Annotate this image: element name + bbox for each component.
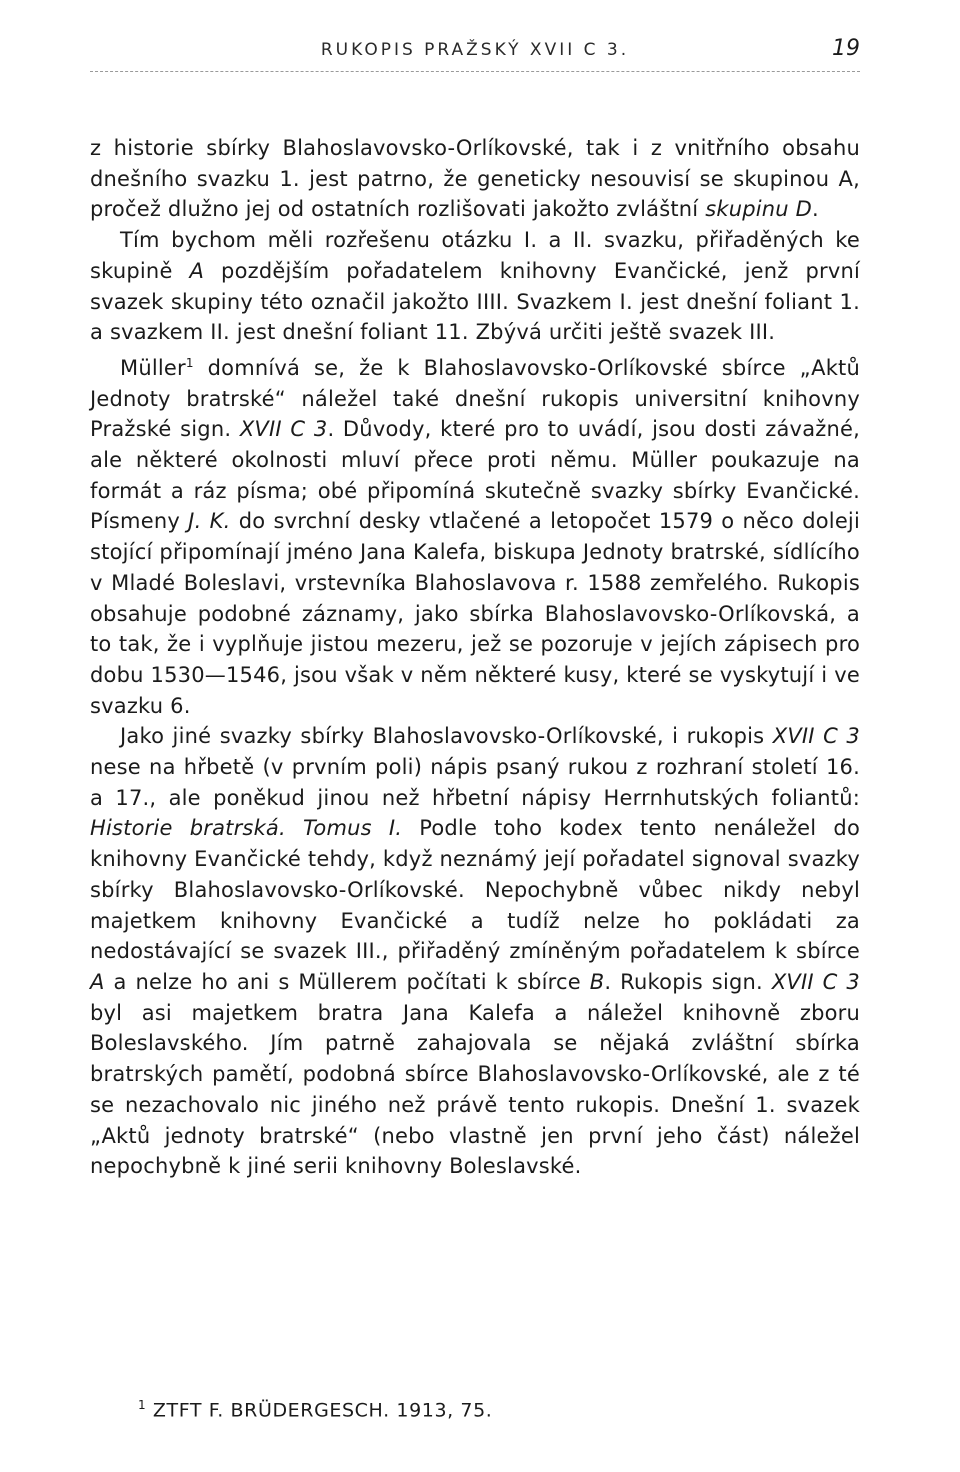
emphasis-text: B [589,969,605,994]
emphasis-text: XVII C 3 [239,417,328,442]
text-run: do svrchní desky vtlačené a letopočet 1579 o něco doleji stojící připomínají jméno Jana Kalefa, biskupa Jednoty bratrské, sídlícího v Mladé Boleslavi, vrstevníka Blahoslavova r. 1588 zemřelého. Rukopis obsahuje podobné záznamy, jako sbírka Blahoslavovsko-Orlíkovská, a to tak, že i vyplňuje jistou mezeru, jež se pozoruje v jejích zápisech pro dobu 1530—1546, jsou však v něm některé kusy, které se vyskytují i ve svazku 6. [90,509,861,718]
text-run: . Rukopis sign. [604,969,772,994]
emphasis-text: XVII C 3 [772,724,860,749]
paragraph-1 [90,133,860,225]
text-run: pozdějším pořadatelem knihovny Evančické, jenž první svazek skupiny této označil jakožto IIII. Svazkem I. jest dnešní foliant 1. a svazkem II. jest dnešní foliant 11. Zbývá určiti ještě svazek III. [90,258,860,345]
text-run: z historie sbírky Blahoslavovsko-Orlíkovské, tak i z vnitřního obsahu dnešního svazku 1. jest patrno, že geneticky nesouvisí se skupinou A, pročež dlužno jej od ostatních rozlišovati jakožto zvláštní [90,136,860,222]
body-text [90,133,860,1182]
text-run: a nelze ho ani s Müllerem počítati k sbírce [104,969,590,994]
text-run: . [812,197,819,222]
running-header [90,36,860,72]
footnote-reference: 1 [185,355,194,370]
emphasis-text: XVII C 3 [771,969,860,994]
text-run: Jako jiné svazky sbírky Blahoslavovsko-Orlíkovské, i rukopis [120,724,773,749]
running-title: RUKOPIS PRAŽSKÝ XVII C 3. [320,40,630,60]
text-run: Podle toho kodex tento nenáležel do knihovny Evančické tehdy, když neznámý její pořadatel signoval svazky sbírky Blahoslavovsko-Orlíkovské. Nepochybně vůbec nikdy nebyl majetkem knihovny Evančické a tudíž nelze ho pokládati za nedostávající se svazek III., přiřaděný zmíněným pořadatelem k sbírce [90,816,860,964]
paragraph-4 [90,721,860,1182]
footnote [138,1398,492,1421]
emphasis-text: A [90,969,105,994]
paragraph-3 [90,348,860,721]
text-run: . Důvody, které pro to uvádí, jsou dosti závažné, ale některé okolnosti mluví přece proti němu. Müller poukazuje na formát a ráz písma; obé připomíná skutečně svazky sbírky Evančické. Písmeny [90,417,860,534]
header-rule [90,71,860,72]
paragraph-2 [90,225,860,348]
emphasis-text: skupinu D [705,197,813,222]
footnote-text: ZTFT F. BRÜDERGESCH. 1913, 75. [152,1399,493,1422]
emphasis-text: Historie bratrská. Tomus I. [90,816,403,841]
text-run: Tím bychom měli rozřešenu otázku I. a II. svazku, přiřaděných ke skupině [90,228,860,283]
text-run: domnívá se, že k Blahoslavovsko-Orlíkovské sbírce „Aktů Jednoty bratrské“ náležel také dnešní rukopis universitní knihovny Pražské sign. [90,355,860,442]
emphasis-text: A [189,258,205,283]
text-run: nese na hřbetě (v prvním poli) nápis psaný rukou z rozhraní století 16. a 17., ale poněkud jinou než hřbetní nápisy Herrnhutských foliantů: [90,755,860,810]
footnote-marker: 1 [138,1398,147,1412]
page-number: 19 [832,36,860,61]
text-run: Müller [120,355,186,380]
emphasis-text: J. K. [188,509,231,534]
text-run: byl asi majetkem bratra Jana Kalefa a náležel knihovně zboru Boleslavského. Jím patrně zahajovala se nějaká zvláštní sbírka bratrských pamětí, podobná sbírce Blahoslavovsko-Orlíkovské, ale z té se nezachovalo nic jiného než právě tento rukopis. Dnešní 1. svazek „Aktů jednoty bratrské“ (nebo vlastně jen první jeho část) náležel nepochybně k jiné serii knihovny Boleslavské. [90,1000,860,1179]
